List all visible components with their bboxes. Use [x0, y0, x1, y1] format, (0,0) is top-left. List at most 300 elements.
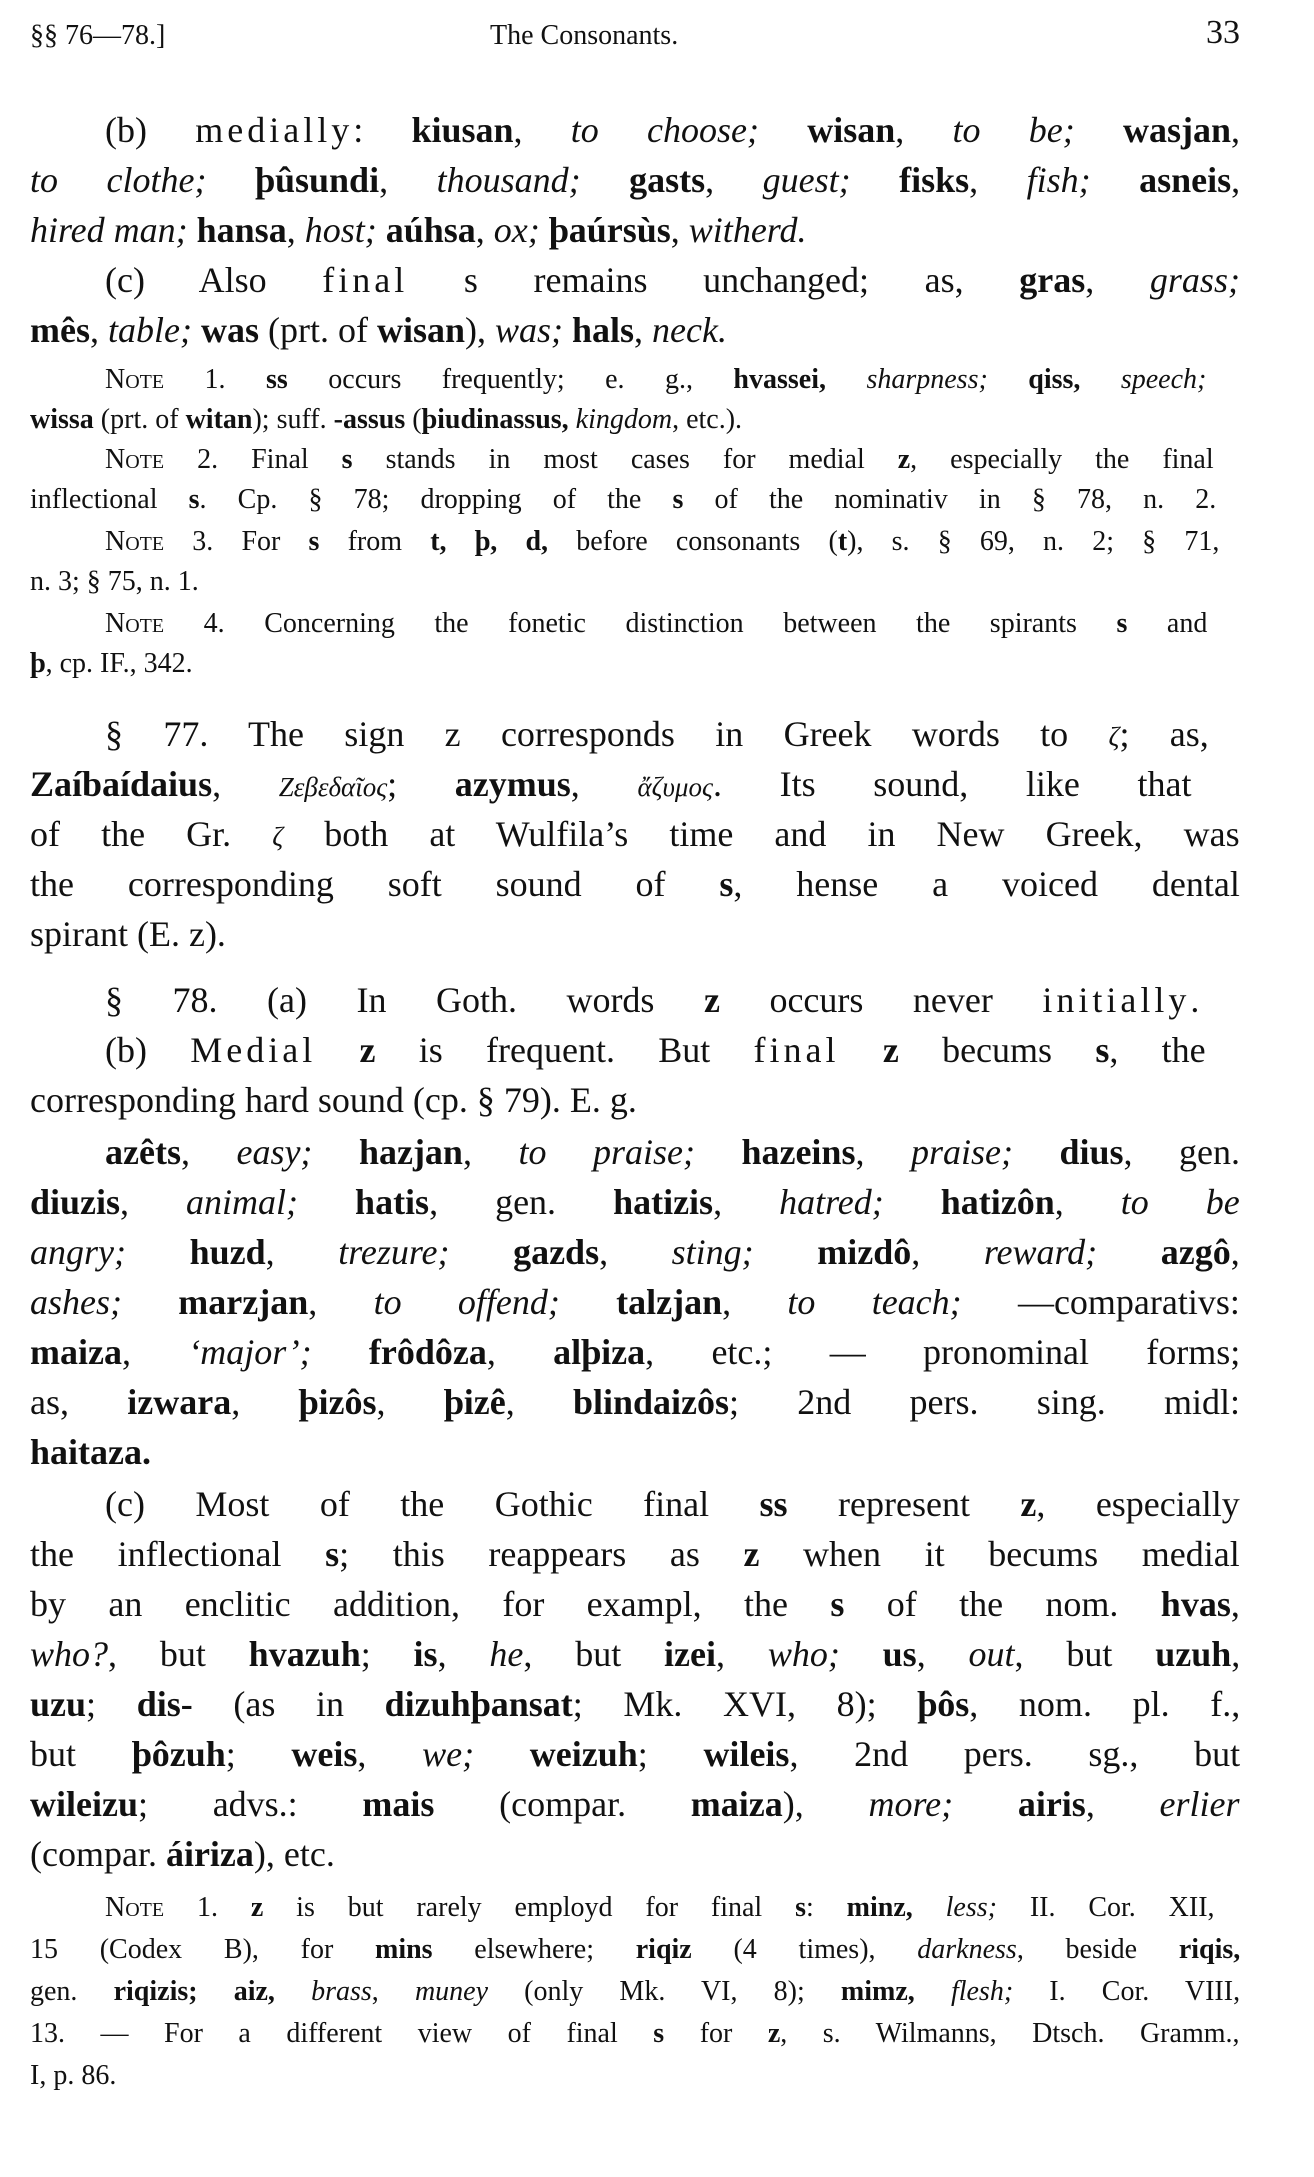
greek-word: Ζεβεδαῖος [278, 772, 388, 802]
gothic-word: wissa [30, 404, 94, 435]
gloss: guest; [762, 160, 851, 200]
gothic-word: s [1116, 608, 1128, 639]
note-line [105, 1890, 1215, 1926]
gothic-word: maiza [30, 1332, 122, 1372]
body-line [30, 1682, 1240, 1726]
gloss: angry; [30, 1232, 126, 1272]
text-run: , s. Wilmanns, Dtsch. Gramm., [780, 2018, 1240, 2049]
gothic-word: qiss, [1028, 364, 1081, 395]
text-run: : [353, 110, 412, 150]
gothic-word: ss [759, 1484, 788, 1524]
text-run: , 2nd pers. sg., but [789, 1734, 1241, 1774]
gothic-word: witan [185, 404, 253, 435]
text-run [759, 110, 807, 150]
gothic-word: t [837, 526, 848, 557]
text-run [754, 1232, 818, 1272]
gothic-word: fisks [899, 160, 970, 200]
text-run: (only Mk. VI, 8); [488, 1976, 841, 2007]
running-header [30, 14, 1240, 54]
body-line [30, 1732, 1240, 1776]
text-run: 1. [164, 364, 267, 395]
gothic-word: mais [362, 1784, 435, 1824]
gloss: less; [945, 1892, 997, 1923]
text-run: , [265, 1232, 339, 1272]
text-run: . Its sound, like that [712, 764, 1192, 804]
gothic-word: dius [1059, 1132, 1124, 1172]
gloss: hatred; [779, 1182, 884, 1222]
gothic-word: mins [375, 1934, 433, 1965]
gothic-word: hals [572, 310, 635, 350]
gothic-word: aúhsa [385, 210, 476, 250]
body-line [105, 1482, 1240, 1526]
text-run: initially [1042, 980, 1191, 1020]
gothic-word: wileis [703, 1734, 790, 1774]
gothic-word: áiriza [165, 1834, 254, 1874]
text-run: ), [464, 310, 495, 350]
text-run [1075, 110, 1123, 150]
text-run: before consonants ( [548, 526, 838, 557]
text-run: (compar. [434, 1784, 691, 1824]
text-run [126, 1232, 190, 1272]
text-run: (b) [105, 110, 196, 150]
text-run: 2. Final [164, 444, 342, 475]
gothic-word: azymus [454, 764, 571, 804]
note-line [105, 362, 1206, 398]
gloss: fish; [1026, 160, 1091, 200]
text-run: 1. [164, 1892, 251, 1923]
text-run: ; [86, 1684, 137, 1724]
gothic-word: s [653, 2018, 665, 2049]
gothic-word: riqizis; aiz, [113, 1976, 275, 2007]
text-run [826, 364, 866, 395]
text-run: corresponding hard sound (cp. § 79). E. g. [30, 1080, 637, 1120]
body-line [30, 158, 1240, 202]
gloss: muney [414, 1976, 489, 2007]
text-run [1013, 1132, 1060, 1172]
gothic-word: z [882, 1030, 899, 1070]
body-line [30, 1380, 1240, 1424]
text-run: the inflectional [30, 1534, 326, 1574]
gothic-word: s [795, 1892, 806, 1923]
gloss: to offend; [373, 1282, 560, 1322]
text-run [474, 1734, 530, 1774]
text-run: ; [360, 1634, 414, 1674]
gothic-word: gras [1019, 260, 1086, 300]
gothic-word: weizuh [529, 1734, 638, 1774]
gothic-word: izei [664, 1634, 716, 1674]
gloss: table; [107, 310, 192, 350]
text-run: but [30, 1734, 132, 1774]
text-run: , etc.). [672, 404, 743, 435]
gothic-word: dis- [136, 1684, 193, 1724]
gloss: praise; [910, 1132, 1013, 1172]
note-line [30, 1974, 1240, 2010]
body-line [30, 1180, 1240, 1224]
body-line [30, 1632, 1240, 1676]
gothic-word: gasts [629, 160, 706, 200]
text-run: , beside [1016, 1934, 1179, 1965]
gothic-word: riqis, [1178, 1934, 1241, 1965]
text-run: . Cp. § 78; dropping of the [199, 484, 673, 515]
text-run: , [462, 1132, 519, 1172]
text-run: Medial [190, 1030, 317, 1070]
text-run: , [1230, 1232, 1240, 1272]
gloss: hired man; [30, 210, 188, 250]
gothic-word: azgô [1160, 1232, 1231, 1272]
text-run: of the Gr. [30, 814, 273, 854]
gloss: out [968, 1634, 1015, 1674]
text-run: ), [782, 1784, 869, 1824]
text-run: inflectional [30, 484, 189, 515]
text-run: (prt. of [93, 404, 186, 435]
text-run: , [713, 1182, 780, 1222]
text-run: , [505, 1382, 573, 1422]
gloss: thousand; [436, 160, 581, 200]
text-run [1080, 364, 1120, 395]
gloss: easy; [236, 1132, 313, 1172]
gothic-word: z [897, 444, 911, 475]
gothic-word: wasjan [1123, 110, 1232, 150]
text-run: . [1190, 980, 1200, 1020]
gloss: to be [1120, 1182, 1240, 1222]
gothic-word: huzd [189, 1232, 266, 1272]
text-run: , [1231, 1634, 1241, 1674]
text-run: 3. For [164, 526, 309, 557]
gothic-word: mizdô [817, 1232, 912, 1272]
text-run: II. Cor. XII, [996, 1892, 1215, 1923]
text-run: , [120, 1182, 187, 1222]
note-line [105, 442, 1214, 478]
text-run: (compar. [30, 1834, 166, 1874]
gloss: to praise; [518, 1132, 695, 1172]
body-line [30, 1230, 1240, 1274]
text-run: , gen. [1123, 1132, 1241, 1172]
body-line [105, 1028, 1206, 1072]
text-run: , [371, 1976, 415, 2007]
text-run: , [722, 1282, 788, 1322]
gothic-word: mês [30, 310, 90, 350]
text-run: Note [105, 444, 165, 475]
text-run: , [1230, 1584, 1240, 1624]
gloss: sharpness; [866, 364, 988, 395]
note-line [30, 1932, 1240, 1968]
gloss: neck. [652, 310, 727, 350]
section-range: §§ 76—78.] [30, 20, 166, 51]
gothic-word: s [719, 864, 734, 904]
text-run: , [895, 110, 953, 150]
body-line [30, 1532, 1240, 1576]
text-run: ; [225, 1734, 292, 1774]
gothic-word: þûsundi [254, 160, 380, 200]
text-run [695, 1132, 742, 1172]
gothic-word: maiza [690, 1784, 783, 1824]
gloss: darkness [917, 1934, 1017, 1965]
text-run: , [486, 1332, 554, 1372]
gothic-word: blindaizôs [572, 1382, 730, 1422]
body-line [105, 108, 1240, 152]
gothic-word: þizê [443, 1382, 506, 1422]
text-run: n. 3; § 75, n. 1. [30, 566, 199, 597]
text-run: and [1127, 608, 1208, 639]
text-run: (b) [105, 1030, 191, 1070]
gothic-word: z [359, 1030, 376, 1070]
note-line [30, 564, 199, 600]
gloss: ox; [493, 210, 540, 250]
text-run: elsewhere; [432, 1934, 636, 1965]
text-run: , [180, 1132, 237, 1172]
gloss: trezure; [338, 1232, 450, 1272]
note-line [105, 606, 1207, 642]
body-line [105, 712, 1209, 759]
text-run: , [212, 764, 279, 804]
text-run: , [716, 1634, 768, 1674]
gothic-word: s [830, 1584, 845, 1624]
gothic-word: hansa [196, 210, 287, 250]
gothic-word: asneis [1139, 160, 1232, 200]
gothic-word: wileizu [30, 1784, 138, 1824]
running-title: The Consonants. [490, 20, 679, 51]
note-line [30, 2058, 116, 2094]
text-run: , [1085, 1784, 1160, 1824]
gothic-word: s [672, 484, 684, 515]
gothic-word: hazeins [741, 1132, 856, 1172]
text-run: , but [1014, 1634, 1156, 1674]
gothic-word: haitaza. [30, 1432, 151, 1472]
gothic-word: s [308, 526, 320, 557]
gothic-word: was [200, 310, 259, 350]
gothic-word: us [882, 1634, 917, 1674]
text-run [312, 1132, 359, 1172]
text-run: 13. — For a different view of final [30, 2018, 654, 2049]
gothic-word: s [341, 444, 353, 475]
text-run [953, 1784, 1018, 1824]
text-run: ; as, [1119, 714, 1209, 754]
text-run: , [513, 110, 571, 150]
body-line [30, 1078, 637, 1122]
text-run: : [805, 1892, 847, 1923]
gothic-word: riqiz [635, 1934, 692, 1965]
text-run [206, 160, 255, 200]
text-run: final [753, 1030, 840, 1070]
text-run: , [1054, 1182, 1121, 1222]
text-run: , [705, 160, 763, 200]
body-line [30, 1832, 335, 1876]
gloss: who? [30, 1634, 109, 1674]
gothic-word: gazds [513, 1232, 600, 1272]
text-run [192, 310, 201, 350]
text-run: , but [523, 1634, 665, 1674]
gloss: who; [767, 1634, 840, 1674]
text-run [188, 210, 197, 250]
text-run: , [376, 1382, 444, 1422]
text-run: Note [105, 1892, 165, 1923]
gothic-word: is [413, 1634, 438, 1674]
text-run: (c) Most of the Gothic final [105, 1484, 760, 1524]
body-line [105, 1130, 1240, 1174]
gloss: more; [868, 1784, 954, 1824]
text-run [298, 1182, 355, 1222]
gloss: was; [494, 310, 563, 350]
text-run: from [319, 526, 431, 557]
text-run: ; advs.: [137, 1784, 363, 1824]
text-run: represent [787, 1484, 1021, 1524]
page-number: 33 [1206, 14, 1240, 51]
gloss: to clothe; [30, 160, 207, 200]
body-line [30, 912, 226, 956]
text-run: , [89, 310, 108, 350]
gothic-word: þ [30, 648, 46, 679]
gothic-word: z [703, 980, 720, 1020]
gothic-word: marzjan [178, 1282, 309, 1322]
gothic-word: þaúrsùs [548, 210, 671, 250]
text-run: (as in [192, 1684, 385, 1724]
text-run: (prt. of [258, 310, 377, 350]
gothic-word: hvas [1160, 1584, 1231, 1624]
gothic-word: s [188, 484, 200, 515]
text-run: ; Mk. XVI, 8); [572, 1684, 918, 1724]
gloss: ‘major’; [188, 1332, 312, 1372]
gothic-word: z [743, 1534, 760, 1574]
gothic-word: alþiza [553, 1332, 646, 1372]
text-run: , [1231, 110, 1241, 150]
text-run: , etc.; — pronominal forms; [645, 1332, 1241, 1372]
text-run: of the nom. [844, 1584, 1161, 1624]
text-run: occurs never [719, 980, 1043, 1020]
gloss: grass; [1149, 260, 1240, 300]
text-run: Note [105, 526, 165, 557]
text-run: Note [105, 608, 165, 639]
gothic-word: minz, [846, 1892, 913, 1923]
text-run: ); suff. [252, 404, 334, 435]
text-run: 15 (Codex B), for [30, 1934, 375, 1965]
body-line [30, 762, 1191, 809]
gloss: kingdom [575, 404, 673, 435]
gothic-word: kiusan [411, 110, 514, 150]
text-run: ; this reappears as [339, 1534, 744, 1574]
text-run: , cp. IF., 342. [45, 648, 193, 679]
text-run: , gen. [429, 1182, 614, 1222]
text-run: final [322, 260, 409, 300]
text-run [1097, 1232, 1161, 1272]
gothic-word: izwara [127, 1382, 232, 1422]
gothic-word: hazjan [358, 1132, 463, 1172]
note-line [105, 524, 1219, 560]
text-run: becums [898, 1030, 1096, 1070]
gloss: he [489, 1634, 524, 1674]
gloss: reward; [983, 1232, 1098, 1272]
text-run [840, 1634, 883, 1674]
gothic-word: wisan [376, 310, 465, 350]
text-run: ), s. § 69, n. 2; § 71, [847, 526, 1220, 557]
text-run: —comparativs: [961, 1282, 1240, 1322]
gothic-word: ss [266, 364, 288, 395]
text-run: , [475, 210, 494, 250]
body-line [30, 1782, 1240, 1826]
gothic-word: hatizôn [940, 1182, 1055, 1222]
gothic-word: mimz, [840, 1976, 915, 2007]
text-run: stands in most cases for medial [352, 444, 898, 475]
text-run: I. Cor. VIII, [1013, 1976, 1241, 2007]
gothic-word: t, þ, d, [430, 526, 549, 557]
text-run: as, [30, 1382, 128, 1422]
text-run: 4. Concerning the fonetic distinction between the spirants [164, 608, 1117, 639]
text-run: , [1085, 260, 1150, 300]
text-run: by an enclitic addition, for exampl, the [30, 1584, 831, 1624]
gothic-word: hvazuh [248, 1634, 361, 1674]
text-run: ( [405, 404, 422, 435]
text-run [569, 404, 576, 435]
gothic-word: talzjan [616, 1282, 723, 1322]
text-run: , but [108, 1634, 249, 1674]
greek-word: ἄζυμος [637, 772, 713, 802]
body-line [30, 1582, 1240, 1626]
gothic-word: airis [1017, 1784, 1086, 1824]
gothic-word: z [767, 2018, 781, 2049]
text-run: (4 times), [691, 1934, 918, 1965]
gloss: speech; [1120, 364, 1207, 395]
text-run: is frequent. But [375, 1030, 754, 1070]
gothic-word: þizôs [298, 1382, 377, 1422]
text-run [312, 1332, 369, 1372]
note-line [30, 646, 193, 682]
gothic-word: -assus [333, 404, 406, 435]
text-run: the corresponding soft sound of [30, 864, 720, 904]
text-run [377, 210, 386, 250]
text-run [840, 1030, 883, 1070]
body-line [30, 862, 1240, 906]
text-run: I, p. 86. [30, 2060, 117, 2091]
text-run [581, 160, 630, 200]
text-run: , [357, 1734, 423, 1774]
text-run [540, 210, 549, 250]
gothic-word: uzuh [1155, 1634, 1232, 1674]
text-run: , [286, 210, 305, 250]
text-run [316, 1030, 359, 1070]
greek-word: ζ [272, 822, 284, 852]
text-run [913, 1892, 946, 1923]
gothic-word: hvassei, [733, 364, 826, 395]
text-run: Note [105, 364, 165, 395]
text-run: , [379, 160, 437, 200]
text-run [560, 1282, 616, 1322]
text-run [1091, 160, 1140, 200]
text-run [275, 1976, 311, 2007]
text-run: ), etc. [253, 1834, 335, 1874]
text-run: , [1231, 160, 1241, 200]
gothic-word: z [1020, 1484, 1037, 1524]
text-run: , [570, 764, 638, 804]
text-run [563, 310, 572, 350]
text-run: spirant (E. z). [30, 914, 226, 954]
text-run: , [916, 1634, 969, 1674]
gothic-word: z [250, 1892, 264, 1923]
body-line [105, 258, 1240, 302]
text-run: gen. [30, 1976, 114, 2007]
gothic-word: s [325, 1534, 340, 1574]
text-run: § 77. The sign z corresponds in Greek words to [105, 714, 1109, 754]
text-run: ; 2nd pers. sing. midl: [729, 1382, 1241, 1422]
gloss: sting; [671, 1232, 754, 1272]
gloss: to choose; [570, 110, 760, 150]
gothic-word: wisan [807, 110, 896, 150]
note-line [30, 402, 742, 438]
gloss: erlier [1159, 1784, 1240, 1824]
text-run: , [969, 160, 1027, 200]
gloss: animal; [186, 1182, 299, 1222]
body-line [30, 1280, 1240, 1324]
body-line [30, 308, 727, 352]
text-run: , nom. pl. f., [969, 1684, 1241, 1724]
